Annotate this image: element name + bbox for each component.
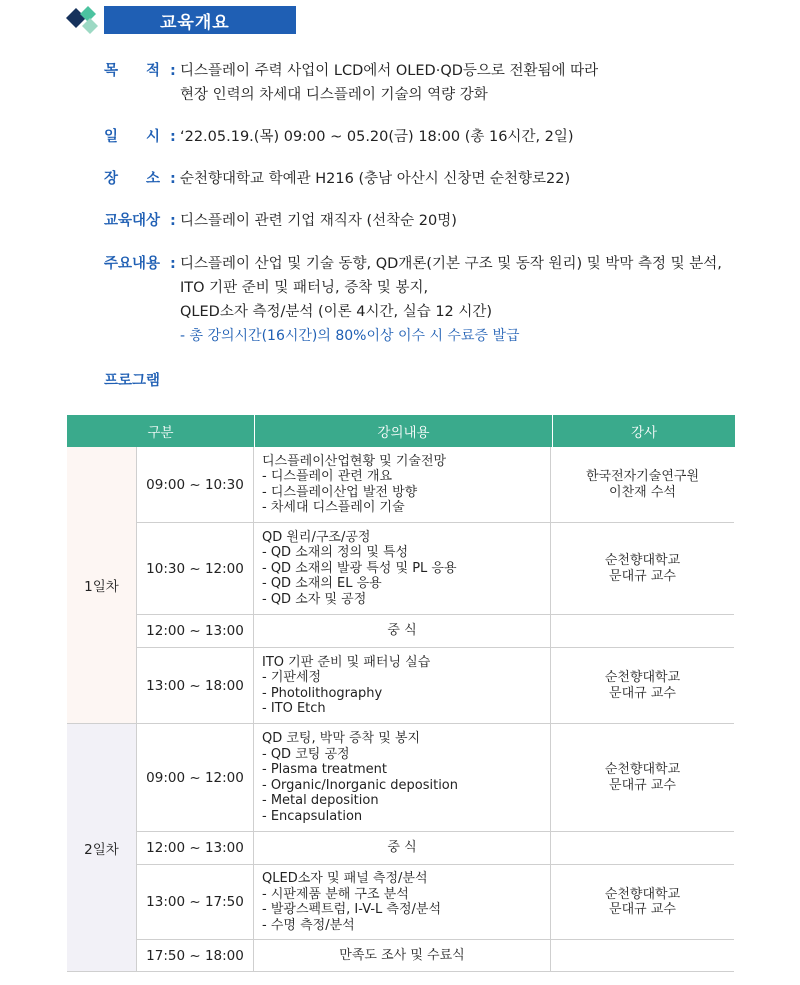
info-label: 교육대상 : — [104, 213, 176, 229]
table-row — [137, 865, 734, 940]
info-value: 디스플레이 관련 기업 재직자 (선착순 20명) — [180, 213, 457, 229]
table-header-instructor: 강사 — [552, 415, 735, 447]
session-time: 12:00 ~ 13:00 — [137, 832, 254, 864]
day-label: 2일차 — [67, 724, 137, 972]
info-value: 순천향대학교 학예관 H216 (충남 아산시 신창면 순천향로22) — [180, 171, 571, 187]
info-venue — [104, 167, 570, 191]
session-instructor — [551, 940, 734, 971]
table-row — [137, 724, 734, 832]
info-value: 디스플레이 주력 사업이 LCD에서 OLED·QD등으로 전환됨에 따라 현장 인력의 차세대 디스플레이 기술의 역량 강화 — [180, 63, 599, 103]
session-time: 10:30 ~ 12:00 — [137, 523, 254, 614]
info-contents — [104, 252, 722, 348]
session-content: 디스플레이산업현황 및 기술전망 - 디스플레이 관련 개요 - 디스플레이산업 발전 방향 - 차세대 디스플레이 기술 — [254, 447, 551, 522]
session-time: 09:00 ~ 10:30 — [137, 447, 254, 522]
table-row — [137, 940, 734, 972]
section-title-banner — [104, 6, 296, 34]
diamond-logo-icon — [62, 4, 102, 36]
info-target — [104, 209, 457, 233]
info-purpose — [104, 59, 598, 107]
info-value: ‘22.05.19.(목) 09:00 ~ 05.20(금) 18:00 (총 16시간, 2일) — [180, 129, 574, 145]
section-title: 교육개요 — [160, 12, 230, 33]
session-instructor — [551, 615, 734, 647]
session-time: 17:50 ~ 18:00 — [137, 940, 254, 971]
session-content: QD 코팅, 박막 증착 및 봉지 - QD 코팅 공정 - Plasma treatment - Organic/Inorganic deposition - Metal deposition - Encapsulation — [254, 724, 551, 831]
session-content: QD 원리/구조/공정 - QD 소재의 정의 및 특성 - QD 소재의 발광 특성 및 PL 응용 - QD 소재의 EL 응용 - QD 소자 및 공정 — [254, 523, 551, 614]
day-label: 1일차 — [67, 447, 137, 724]
session-content: 중 식 — [254, 615, 551, 647]
session-content: QLED소자 및 패널 측정/분석 - 시판제품 분해 구조 분석 - 발광스펙트럼, I-V-L 측정/분석 - 수명 측정/분석 — [254, 865, 551, 939]
info-label: 장 소 : — [104, 171, 176, 187]
session-content: 중 식 — [254, 832, 551, 864]
session-instructor: 한국전자기술연구원 이찬재 수석 — [585, 469, 700, 500]
info-label: 주요내용 : — [104, 256, 176, 272]
session-instructor: 순천향대학교 문대규 교수 — [604, 670, 681, 701]
table-header-content: 강의내용 — [254, 415, 552, 447]
info-label: 목 적 : — [104, 63, 176, 79]
session-time: 09:00 ~ 12:00 — [137, 724, 254, 831]
table-row — [137, 615, 734, 648]
table-header-division: 구분 — [67, 415, 254, 447]
table-row — [137, 523, 734, 615]
program-title: 프로그램 — [104, 373, 161, 389]
table-row — [137, 648, 734, 724]
info-value: 디스플레이 산업 및 기술 동향, QD개론(기본 구조 및 동작 원리) 및 박막 측정 및 분석, ITO 기판 준비 및 패터닝, 증착 및 봉지, QLED소자 측정/분석 (이론 4시간, 실습 12 시간) - 총 강의시간(16시간)의 80%이상 이수 시 수료증 발급 — [180, 252, 722, 348]
session-instructor: 순천향대학교 문대규 교수 — [604, 762, 681, 793]
table-row — [137, 832, 734, 865]
certificate-note: - 총 강의시간(16시간)의 80%이상 이수 시 수료증 발급 — [180, 328, 520, 344]
session-time: 13:00 ~ 17:50 — [137, 865, 254, 939]
info-schedule — [104, 125, 574, 149]
session-instructor: 순천향대학교 문대규 교수 — [604, 886, 681, 917]
session-instructor — [551, 832, 734, 864]
info-label: 일 시 : — [104, 129, 176, 145]
table-row — [137, 447, 734, 523]
session-instructor: 순천향대학교 문대규 교수 — [604, 553, 681, 584]
session-content: ITO 기판 준비 및 패터닝 실습 - 기판세정 - Photolithography - ITO Etch — [254, 648, 551, 723]
session-time: 12:00 ~ 13:00 — [137, 615, 254, 647]
session-time: 13:00 ~ 18:00 — [137, 648, 254, 723]
session-content: 만족도 조사 및 수료식 — [254, 940, 551, 971]
